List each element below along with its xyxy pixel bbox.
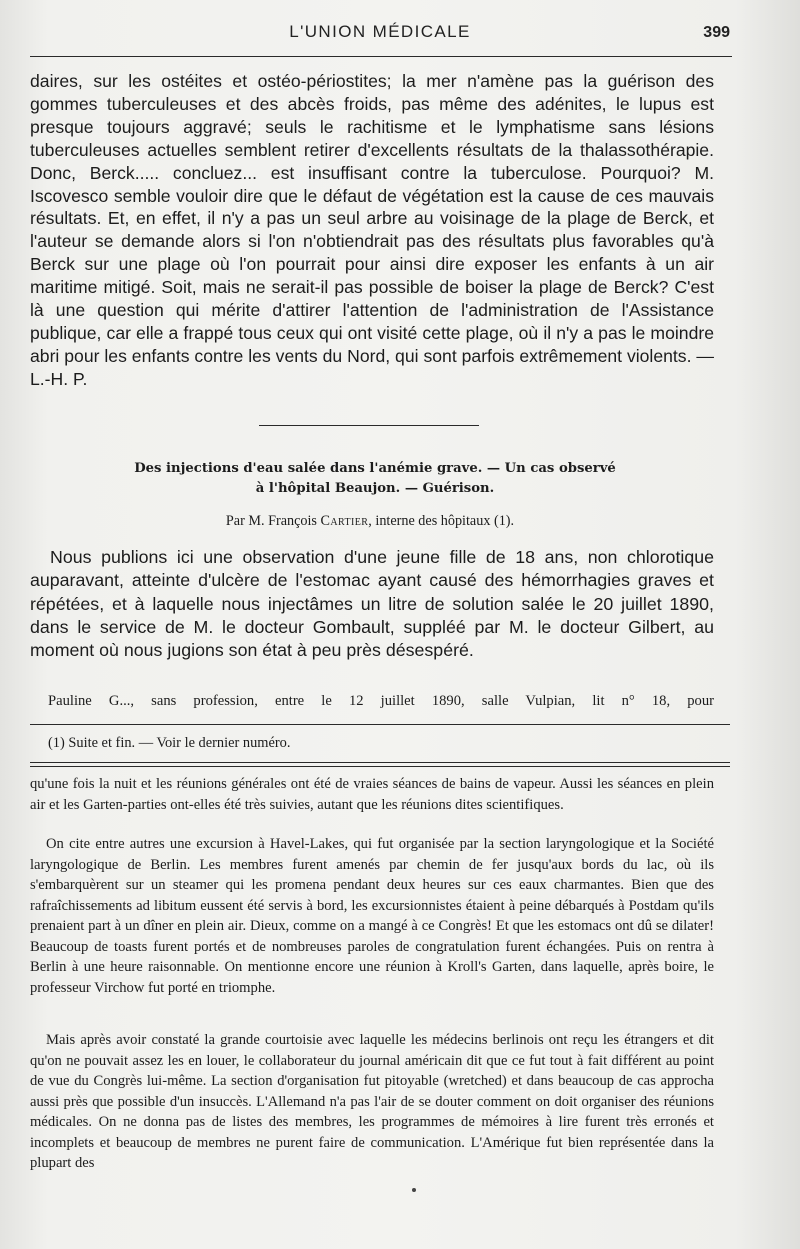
page-number: 399: [703, 24, 730, 41]
lower-paragraph-3: Mais après avoir constaté la grande courtoisie avec laquelle les médecins berlinois ont reçu les étrangers et dit qu'on ne pouvait assez les en louer, le collaborateur du journal américain dit que ce fut tout à fait différent au point de vue du Congrès lui-même. La section d'organisation fut pitoyable (wretched) et dans beaucoup de cas approcha aussi près que possible d'un insuccès. L'Allemand n'a pas l'air de se douter comment on doit organiser des réunions médicales. On ne donna pas de listes des membres, les programmes de mémoires à lire furent très erronés et incomplets et beaucoup de membres ne purent faire de communication. L'Amérique fut bien représentée dans la plupart des: [30, 1032, 714, 1171]
byline-suffix: , interne des hôpitaux (1).: [368, 513, 515, 529]
byline-author: Cartier: [320, 513, 369, 529]
header-rule: [30, 56, 732, 57]
print-dot: [412, 1188, 416, 1192]
upper-paragraph: daires, sur les ostéites et ostéo-périostites; la mer n'amène pas la guérison des gommes tuberculeuses et des abcès froids, pas même des adénites, le lupus est presque toujours aggravé; seuls le rachitisme et le lymphatisme sans lésions tuberculeuses actuelles semblent retirer d'excellents résultats de la thalassothérapie. Donc, Berck..... concluez... est insuffisant contre la tuberculose. Pourquoi? M. Iscovesco semble vouloir dire que le défaut de végétation est la cause de ces mauvais résultats. Et, en effet, il n'y a pas un seul arbre au voisinage de la plage de Berck, et l'auteur se demande alors si l'on n'obtiendrait pas des résultats plus favorables qu'à Berck sur une plage où l'on pourrait pour ainsi dire exposer les enfants à un air maritime mitigé. Soit, mais ne serait-il pas possible de boiser la plage de Berck? C'est là une question qui mérite d'attirer l'attention de l'administration de l'Assistance publique, car elle a frappé tous ceux qui ont visité cette plage, où il n'y a pas le moindre abri pour les enfants contre les vents du Nord, qui sont parfois extrêmement violents. — L.-H. P.: [30, 71, 714, 389]
lower-paragraph-1: qu'une fois la nuit et les réunions générales ont été de vraies séances de bains de vapeur. Aussi les séances en plein air et les Garten-parties ont-elles été très suivies, autant que les réunions dites scientifiques.: [30, 776, 714, 813]
byline: [30, 513, 710, 530]
article-title: [40, 459, 710, 499]
footnote-rule: [30, 724, 730, 725]
lower-paragraph-2: On cite entre autres une excursion à Havel-Lakes, qui fut organisée par la section laryngologique et la Société laryngologique de Berlin. Les membres furent amenés par chemin de fer jusqu'aux bords du lac, où ils s'embarquèrent sur un steamer qui les promena pendant deux heures sur ces eaux charmantes. Bien que des rafraîchissements ad libitum eussent été servis à bord, les excursionnistes étaient à peine débarqués à Postdam qu'ils prenaient part à un dîner en plein air. Dieux, comme on a mangé à ce Congrès! Et que les estomacs ont dû se dilater! Beaucoup de toasts furent portés et de nombreuses paroles de congratulation furent échangées. Puis on rentra à Berlin à une heure raisonnable. On mentionne encore une réunion à Kroll's Garten, dans laquelle, après boire, le professeur Virchow fut porté en triomphe.: [30, 836, 714, 996]
double-rule: [30, 762, 730, 767]
article-lead-paragraph: Nous publions ici une observation d'une jeune fille de 18 ans, non chlorotique auparavant, atteinte d'ulcère de l'estomac ayant causé des hémorrhagies graves et répétées, et à laquelle nous injectâmes un litre de solution salée le 20 juillet 1890, dans le service de M. le docteur Gombault, suppléé par M. le docteur Gilbert, au moment où nous jugions son état à peu près désespéré.: [30, 547, 714, 661]
article-title-line-1: Des injections d'eau salée dans l'anémie grave. — Un cas observé: [134, 461, 616, 476]
case-paragraph: Pauline G..., sans profession, entre le 12 juillet 1890, salle Vulpian, lit n° 18, pour: [48, 693, 714, 709]
byline-prefix: Par M. François: [225, 513, 321, 529]
article-title-line-2: à l'hôpital Beaujon. — Guérison.: [255, 481, 495, 496]
running-title: L'UNION MÉDICALE: [289, 22, 471, 41]
section-divider: [259, 425, 479, 426]
page-header: [30, 22, 730, 52]
footnote: (1) Suite et fin. — Voir le dernier numéro.: [48, 735, 291, 751]
